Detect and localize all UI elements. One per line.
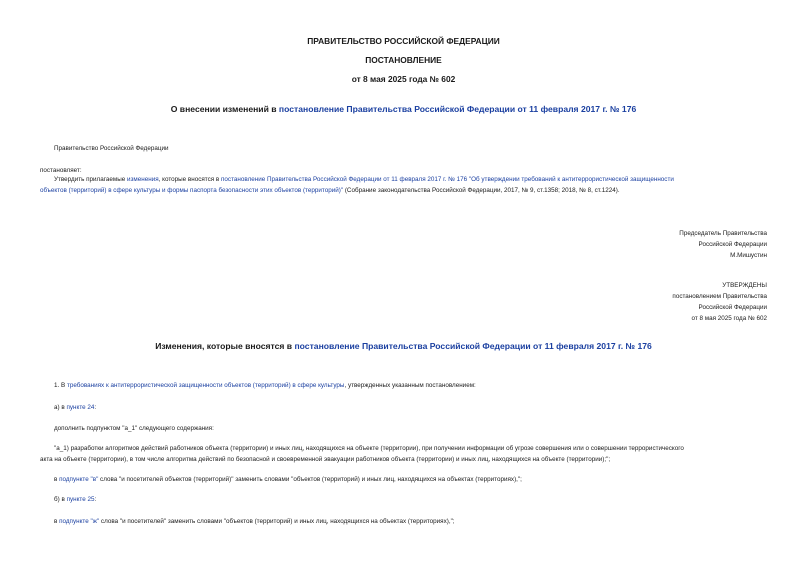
- intro-text-a: Утвердить прилагаемые: [54, 176, 127, 183]
- subitem-b: [54, 494, 96, 505]
- subject-text: Правительство Российской Федерации: [54, 145, 169, 152]
- signature-block: [467, 228, 767, 261]
- subitem-b-suffix: :: [94, 496, 97, 503]
- item-1-text-b: , утвержденных указанным постановлением:: [344, 382, 476, 389]
- quote-paragraph: [40, 443, 768, 465]
- document-title-text: О внесении изменений в: [170, 104, 279, 114]
- government-heading: ПРАВИТЕЛЬСТВО РОССИЙСКОЙ ФЕДЕРАЦИИ: [307, 36, 500, 46]
- requirements-link[interactable]: требованиях к антитеррористической защищенности объектов (территорий) в сфере культуры: [66, 382, 345, 389]
- quote-line-2: акта на объекте (территории), в том числе алгоритма действий по безопасной и своевременной эвакуации работников объекта (территории) и иных лиц, находящихся на объекте (территории);";: [40, 456, 611, 463]
- quote-line-1: "а_1) разработки алгоритмов действий работников объекта (территории) и иных лиц, находящихся на объекте (территории), при получении информации об угрозе совершения или о совершении террористического: [54, 445, 684, 452]
- signature-name: М.Мишустин: [730, 252, 767, 259]
- subpoint-zh: [54, 516, 455, 527]
- item-1-text-a: 1. В: [54, 382, 67, 389]
- subitem-b-prefix: б) в: [54, 496, 67, 503]
- signature-position: Председатель Правительства: [679, 230, 767, 237]
- document-type: ПОСТАНОВЛЕНИЕ: [365, 55, 442, 65]
- signature-country: Российской Федерации: [698, 241, 767, 248]
- changes-title: [0, 341, 807, 351]
- approval-line-3: Российской Федерации: [698, 304, 767, 311]
- point-25-link[interactable]: пункте 25: [66, 496, 95, 503]
- intro-text-c: (Собрание законодательства Российской Федерации, 2017, № 9, ст.1358; 2018, № 8, ст.1224).: [343, 187, 620, 194]
- changes-link[interactable]: изменения: [127, 176, 159, 183]
- item-1: [54, 380, 476, 391]
- subpoint-v-link[interactable]: подпункте "в": [59, 476, 99, 483]
- approval-block: [467, 280, 767, 324]
- subitem-a: [54, 402, 96, 413]
- subitem-a-suffix: :: [94, 404, 97, 411]
- approval-line-4: от 8 мая 2025 года № 602: [691, 315, 767, 322]
- changes-title-text: Изменения, которые вносятся в: [155, 341, 295, 351]
- subpoint-zh-link[interactable]: подпункте "ж": [59, 518, 100, 525]
- add-subpoint-line: дополнить подпунктом "а_1" следующего содержания:: [54, 425, 214, 432]
- subpoint-v-prefix: в: [54, 476, 60, 483]
- intro-paragraph: [40, 174, 768, 196]
- intro-text-b: , которые вносятся в: [158, 176, 222, 183]
- resolution-176-link[interactable]: постановление Правительства Российской Федерации от 11 февраля 2017 г. № 176: [278, 104, 637, 114]
- subpoint-zh-prefix: в: [54, 518, 60, 525]
- resolution-176-full-link[interactable]: постановление Правительства Российской Федерации от 11 февраля 2017 г. № 176 "Об утверждении требований к антитеррористической защищенности: [221, 176, 674, 183]
- subitem-a-prefix: а) в: [54, 404, 67, 411]
- approval-line-1: УТВЕРЖДЕНЫ: [722, 282, 767, 289]
- resolution-176-full-link-cont[interactable]: объектов (территорий) в сфере культуры и формы паспорта безопасности этих объектов (территорий)": [40, 187, 344, 194]
- subpoint-zh-text: слова "и посетителей" заменить словами "объектов (территорий) и иных лиц, находящихся на объектах (территориях),";: [99, 518, 455, 525]
- point-24-link[interactable]: пункте 24: [66, 404, 95, 411]
- subpoint-v: [54, 474, 522, 485]
- document-date-number: от 8 мая 2025 года № 602: [351, 74, 456, 84]
- approval-line-2: постановлением Правительства: [672, 293, 767, 300]
- decree-verb: постановляет:: [40, 167, 82, 174]
- document-title: [0, 104, 807, 114]
- subpoint-v-text: слова "и посетителей объектов (территорий)" заменить словами "объектов (территорий) и иных лиц, находящихся на объектах (территориях),";: [98, 476, 522, 483]
- changes-resolution-176-link[interactable]: постановление Правительства Российской Федерации от 11 февраля 2017 г. № 176: [294, 341, 652, 351]
